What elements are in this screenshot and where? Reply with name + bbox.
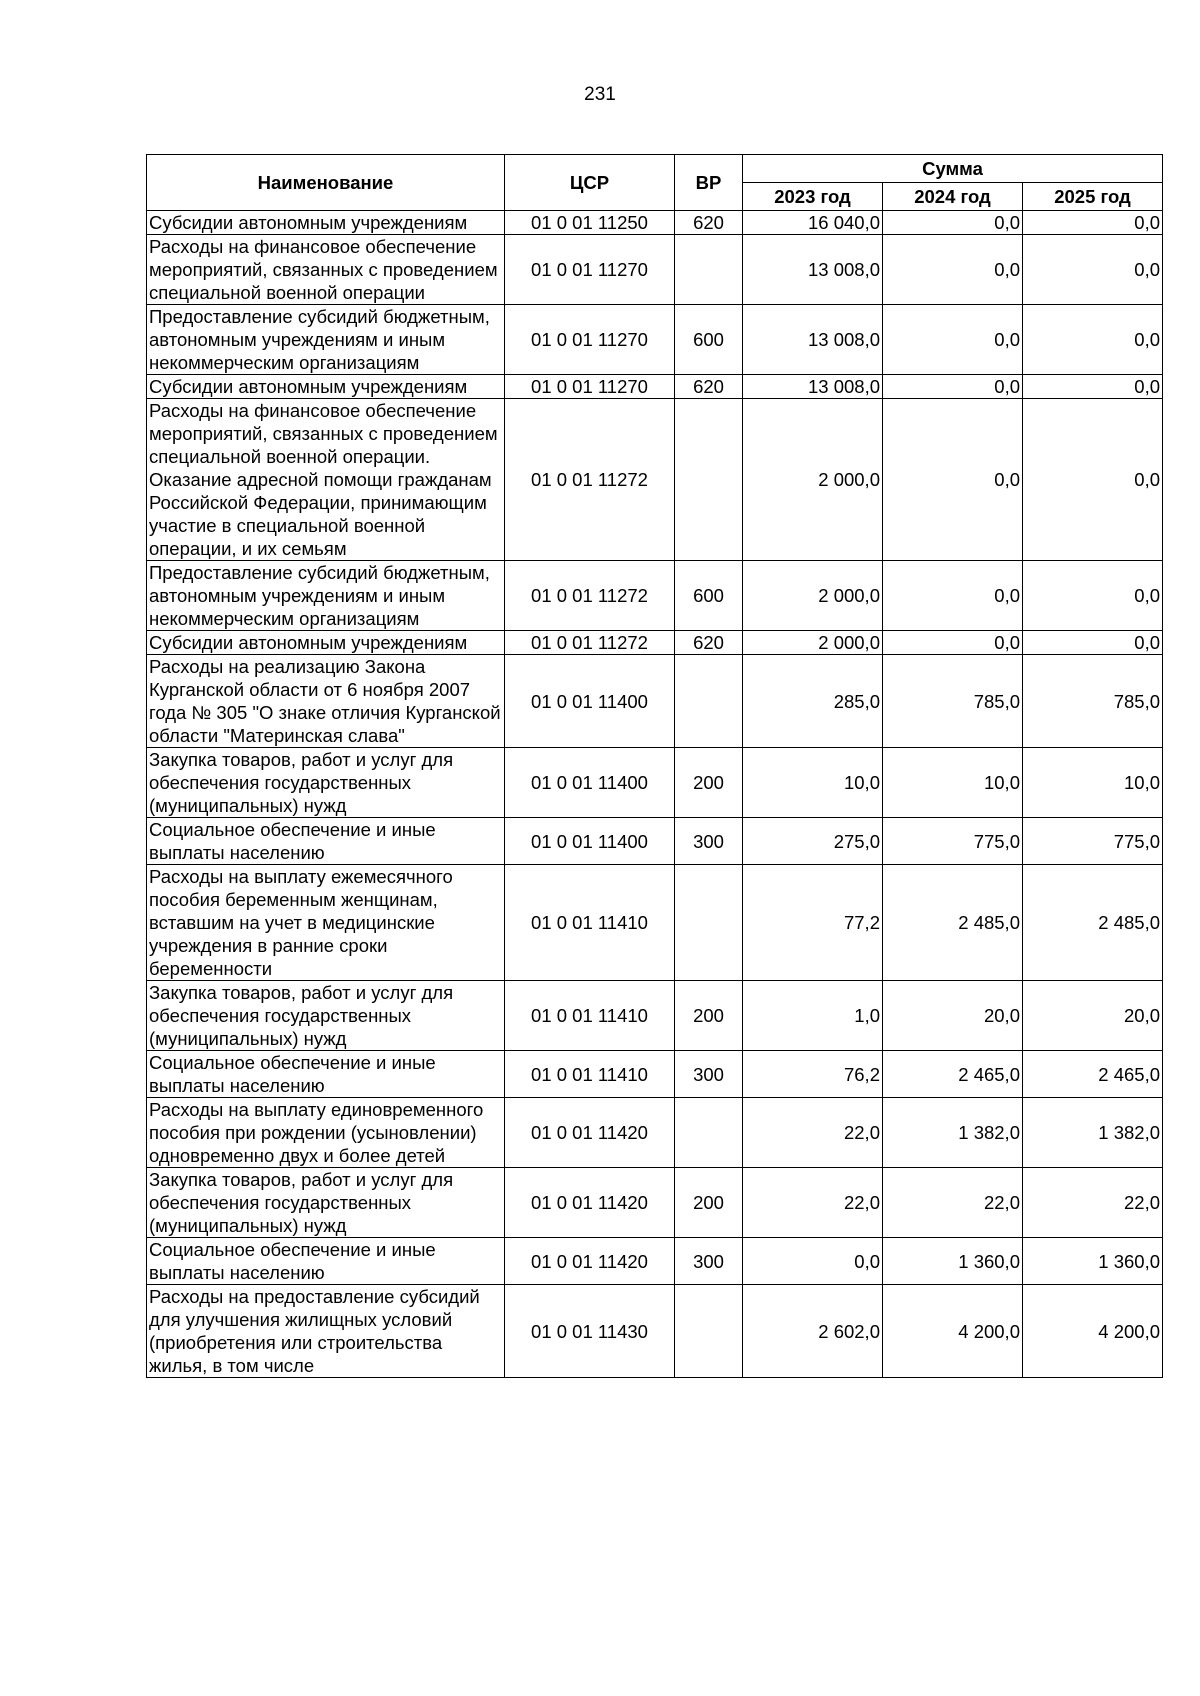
header-2025: 2025 год bbox=[1023, 183, 1163, 211]
row-2024: 0,0 bbox=[883, 399, 1023, 561]
row-vr: 600 bbox=[675, 305, 743, 375]
row-2025: 4 200,0 bbox=[1023, 1285, 1163, 1378]
row-vr: 300 bbox=[675, 1238, 743, 1285]
row-name: Закупка товаров, работ и услуг для обеспечения государственных (муниципальных) нужд bbox=[147, 748, 505, 818]
row-2025: 0,0 bbox=[1023, 561, 1163, 631]
row-vr: 200 bbox=[675, 981, 743, 1051]
row-name: Закупка товаров, работ и услуг для обеспечения государственных (муниципальных) нужд bbox=[147, 981, 505, 1051]
row-vr: 200 bbox=[675, 1168, 743, 1238]
row-csr: 01 0 01 11410 bbox=[505, 1051, 675, 1098]
row-2024: 775,0 bbox=[883, 818, 1023, 865]
row-vr bbox=[675, 399, 743, 561]
row-name: Закупка товаров, работ и услуг для обеспечения государственных (муниципальных) нужд bbox=[147, 1168, 505, 1238]
row-2023: 2 000,0 bbox=[743, 399, 883, 561]
row-vr: 300 bbox=[675, 1051, 743, 1098]
row-2024: 4 200,0 bbox=[883, 1285, 1023, 1378]
row-2024: 0,0 bbox=[883, 375, 1023, 399]
row-csr: 01 0 01 11270 bbox=[505, 375, 675, 399]
row-name: Расходы на выплату ежемесячного пособия беременным женщинам, вставшим на учет в медицинские учреждения в ранние сроки беременности bbox=[147, 865, 505, 981]
row-2023: 10,0 bbox=[743, 748, 883, 818]
row-vr: 620 bbox=[675, 211, 743, 235]
row-2024: 785,0 bbox=[883, 655, 1023, 748]
header-2024: 2024 год bbox=[883, 183, 1023, 211]
budget-table bbox=[146, 154, 1163, 1378]
row-csr: 01 0 01 11270 bbox=[505, 235, 675, 305]
table-row bbox=[147, 1051, 1163, 1098]
row-2025: 0,0 bbox=[1023, 211, 1163, 235]
table-row bbox=[147, 1168, 1163, 1238]
row-csr: 01 0 01 11410 bbox=[505, 981, 675, 1051]
row-2023: 2 602,0 bbox=[743, 1285, 883, 1378]
row-vr: 200 bbox=[675, 748, 743, 818]
row-vr: 600 bbox=[675, 561, 743, 631]
row-csr: 01 0 01 11272 bbox=[505, 631, 675, 655]
row-2023: 0,0 bbox=[743, 1238, 883, 1285]
row-2023: 285,0 bbox=[743, 655, 883, 748]
row-name: Расходы на финансовое обеспечение мероприятий, связанных с проведением специальной военной операции bbox=[147, 235, 505, 305]
row-csr: 01 0 01 11420 bbox=[505, 1168, 675, 1238]
row-csr: 01 0 01 11250 bbox=[505, 211, 675, 235]
row-name: Субсидии автономным учреждениям bbox=[147, 631, 505, 655]
table-row bbox=[147, 235, 1163, 305]
row-name: Предоставление субсидий бюджетным, автономным учреждениям и иным некоммерческим организациям bbox=[147, 561, 505, 631]
row-name: Расходы на реализацию Закона Курганской области от 6 ноября 2007 года № 305 "О знаке отличия Курганской области "Материнская слава" bbox=[147, 655, 505, 748]
row-csr: 01 0 01 11272 bbox=[505, 561, 675, 631]
header-name: Наименование bbox=[147, 155, 505, 211]
row-2023: 13 008,0 bbox=[743, 375, 883, 399]
row-csr: 01 0 01 11272 bbox=[505, 399, 675, 561]
row-name: Расходы на выплату единовременного пособия при рождении (усыновлении) одновременно двух и более детей bbox=[147, 1098, 505, 1168]
row-2024: 20,0 bbox=[883, 981, 1023, 1051]
page-number: 231 bbox=[584, 84, 616, 105]
row-2023: 13 008,0 bbox=[743, 235, 883, 305]
row-2023: 22,0 bbox=[743, 1168, 883, 1238]
row-2023: 2 000,0 bbox=[743, 631, 883, 655]
table-row bbox=[147, 818, 1163, 865]
row-vr bbox=[675, 235, 743, 305]
row-2023: 77,2 bbox=[743, 865, 883, 981]
row-2023: 275,0 bbox=[743, 818, 883, 865]
row-2025: 0,0 bbox=[1023, 235, 1163, 305]
row-name: Субсидии автономным учреждениям bbox=[147, 211, 505, 235]
table-row bbox=[147, 561, 1163, 631]
row-csr: 01 0 01 11400 bbox=[505, 655, 675, 748]
row-2024: 1 360,0 bbox=[883, 1238, 1023, 1285]
row-csr: 01 0 01 11270 bbox=[505, 305, 675, 375]
table-body bbox=[147, 211, 1163, 1378]
row-name: Социальное обеспечение и иные выплаты населению bbox=[147, 1051, 505, 1098]
row-2025: 2 485,0 bbox=[1023, 865, 1163, 981]
table-row bbox=[147, 1285, 1163, 1378]
row-2024: 2 485,0 bbox=[883, 865, 1023, 981]
table-row bbox=[147, 1238, 1163, 1285]
row-2023: 22,0 bbox=[743, 1098, 883, 1168]
row-2025: 1 360,0 bbox=[1023, 1238, 1163, 1285]
row-2025: 0,0 bbox=[1023, 375, 1163, 399]
row-name: Расходы на предоставление субсидий для улучшения жилищных условий (приобретения или строительства жилья, в том числе bbox=[147, 1285, 505, 1378]
row-2024: 10,0 bbox=[883, 748, 1023, 818]
table-row bbox=[147, 305, 1163, 375]
row-2024: 0,0 bbox=[883, 305, 1023, 375]
row-name: Социальное обеспечение и иные выплаты населению bbox=[147, 818, 505, 865]
table-row bbox=[147, 211, 1163, 235]
row-name: Субсидии автономным учреждениям bbox=[147, 375, 505, 399]
row-2024: 22,0 bbox=[883, 1168, 1023, 1238]
row-vr: 300 bbox=[675, 818, 743, 865]
row-2025: 775,0 bbox=[1023, 818, 1163, 865]
row-2025: 10,0 bbox=[1023, 748, 1163, 818]
header-csr: ЦСР bbox=[505, 155, 675, 211]
row-csr: 01 0 01 11400 bbox=[505, 818, 675, 865]
table-row bbox=[147, 981, 1163, 1051]
row-vr: 620 bbox=[675, 631, 743, 655]
table-row bbox=[147, 748, 1163, 818]
row-2024: 0,0 bbox=[883, 631, 1023, 655]
row-csr: 01 0 01 11430 bbox=[505, 1285, 675, 1378]
table-header bbox=[147, 155, 1163, 211]
row-2023: 16 040,0 bbox=[743, 211, 883, 235]
table-row bbox=[147, 375, 1163, 399]
row-2025: 1 382,0 bbox=[1023, 1098, 1163, 1168]
row-2025: 785,0 bbox=[1023, 655, 1163, 748]
row-2024: 0,0 bbox=[883, 561, 1023, 631]
row-2025: 20,0 bbox=[1023, 981, 1163, 1051]
row-2025: 0,0 bbox=[1023, 631, 1163, 655]
row-2023: 13 008,0 bbox=[743, 305, 883, 375]
table-row bbox=[147, 399, 1163, 561]
row-2025: 0,0 bbox=[1023, 399, 1163, 561]
row-2025: 22,0 bbox=[1023, 1168, 1163, 1238]
row-2024: 2 465,0 bbox=[883, 1051, 1023, 1098]
row-2023: 76,2 bbox=[743, 1051, 883, 1098]
header-sum: Сумма bbox=[743, 155, 1163, 183]
table-row bbox=[147, 1098, 1163, 1168]
row-vr bbox=[675, 655, 743, 748]
row-2023: 1,0 bbox=[743, 981, 883, 1051]
row-name: Расходы на финансовое обеспечение мероприятий, связанных с проведением специальной военной операции. Оказание адресной помощи гражданам Российской Федерации, принимающим участие в специальной военной операции, и их семьям bbox=[147, 399, 505, 561]
header-2023: 2023 год bbox=[743, 183, 883, 211]
table-row bbox=[147, 631, 1163, 655]
row-name: Социальное обеспечение и иные выплаты населению bbox=[147, 1238, 505, 1285]
header-vr: ВР bbox=[675, 155, 743, 211]
row-name: Предоставление субсидий бюджетным, автономным учреждениям и иным некоммерческим организациям bbox=[147, 305, 505, 375]
row-2025: 2 465,0 bbox=[1023, 1051, 1163, 1098]
row-csr: 01 0 01 11410 bbox=[505, 865, 675, 981]
row-vr bbox=[675, 1098, 743, 1168]
table-row bbox=[147, 865, 1163, 981]
row-2025: 0,0 bbox=[1023, 305, 1163, 375]
row-2023: 2 000,0 bbox=[743, 561, 883, 631]
row-vr bbox=[675, 1285, 743, 1378]
row-csr: 01 0 01 11420 bbox=[505, 1238, 675, 1285]
row-2024: 0,0 bbox=[883, 211, 1023, 235]
table-row bbox=[147, 655, 1163, 748]
row-2024: 0,0 bbox=[883, 235, 1023, 305]
row-vr: 620 bbox=[675, 375, 743, 399]
row-csr: 01 0 01 11420 bbox=[505, 1098, 675, 1168]
row-csr: 01 0 01 11400 bbox=[505, 748, 675, 818]
row-vr bbox=[675, 865, 743, 981]
row-2024: 1 382,0 bbox=[883, 1098, 1023, 1168]
